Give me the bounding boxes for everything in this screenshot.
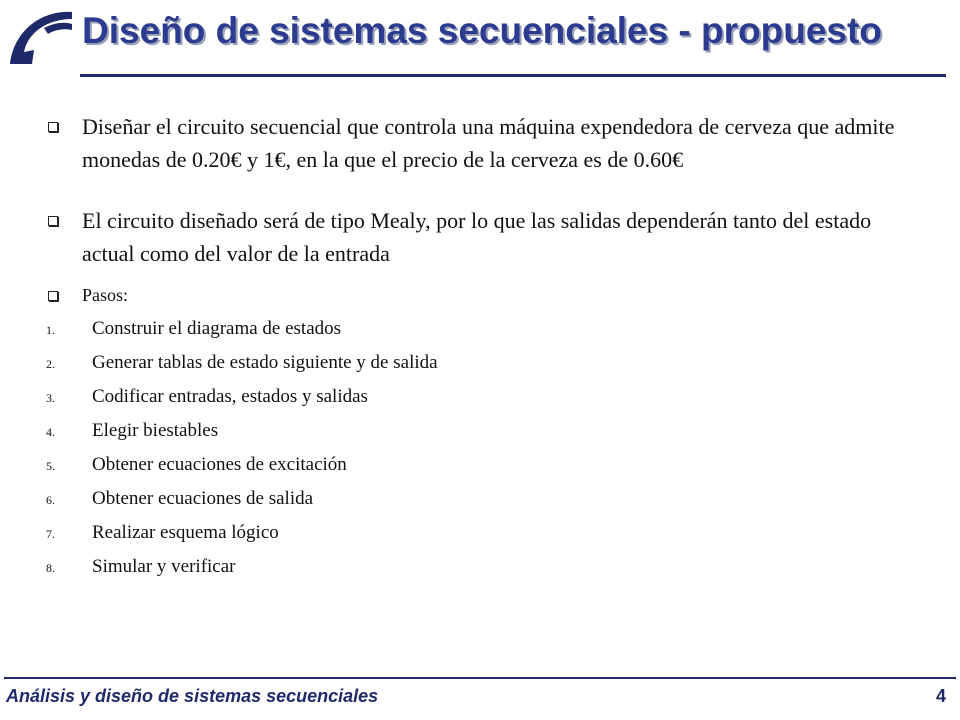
bullet-item [46, 110, 926, 176]
slide-content [46, 110, 926, 588]
step-text: Generar tablas de estado siguiente y de salida [92, 352, 438, 373]
step-item [46, 554, 926, 588]
step-item [46, 486, 926, 520]
square-bullet-icon [48, 291, 58, 301]
university-logo-icon [4, 6, 76, 68]
step-text: Simular y verificar [92, 556, 236, 577]
bullet-text: El circuito diseñado será de tipo Mealy, por lo que las salidas dependerán tanto del estado actual como del valor de la entrada [82, 208, 872, 266]
steps-list [46, 316, 926, 588]
step-number: 2. [46, 357, 55, 371]
footer-divider [4, 677, 956, 679]
square-bullet-icon [48, 122, 58, 132]
step-text: Elegir biestables [92, 420, 219, 441]
step-item [46, 350, 926, 384]
step-item [46, 384, 926, 418]
title-divider [80, 74, 946, 77]
slide-title: Diseño de sistemas secuenciales - propuesto [82, 10, 882, 51]
step-text: Realizar esquema lógico [92, 522, 279, 543]
step-item [46, 520, 926, 554]
step-text: Obtener ecuaciones de excitación [92, 454, 347, 475]
bullet-item [46, 204, 926, 270]
step-item [46, 418, 926, 452]
bullet-text: Diseñar el circuito secuencial que controla una máquina expendedora de cerveza que admite monedas de 0.20€ y 1€, en la que el precio de la cerveza es de 0.60€ [82, 114, 895, 172]
step-item [46, 452, 926, 486]
bullet-item [46, 282, 926, 308]
step-number: 8. [46, 561, 55, 575]
step-number: 7. [46, 527, 55, 541]
step-text: Codificar entradas, estados y salidas [92, 386, 368, 407]
page-number: 4 [935, 686, 946, 706]
step-number: 3. [46, 391, 55, 405]
step-number: 5. [46, 459, 55, 473]
step-item [46, 316, 926, 350]
step-text: Construir el diagrama de estados [92, 318, 342, 339]
square-bullet-icon [48, 216, 58, 226]
step-number: 1. [46, 323, 55, 337]
step-number: 4. [46, 425, 55, 439]
bullet-text: Pasos: [82, 285, 129, 305]
footer-course-title: Análisis y diseño de sistemas secuenciales [6, 686, 379, 706]
step-text: Obtener ecuaciones de salida [92, 488, 314, 509]
step-number: 6. [46, 493, 55, 507]
